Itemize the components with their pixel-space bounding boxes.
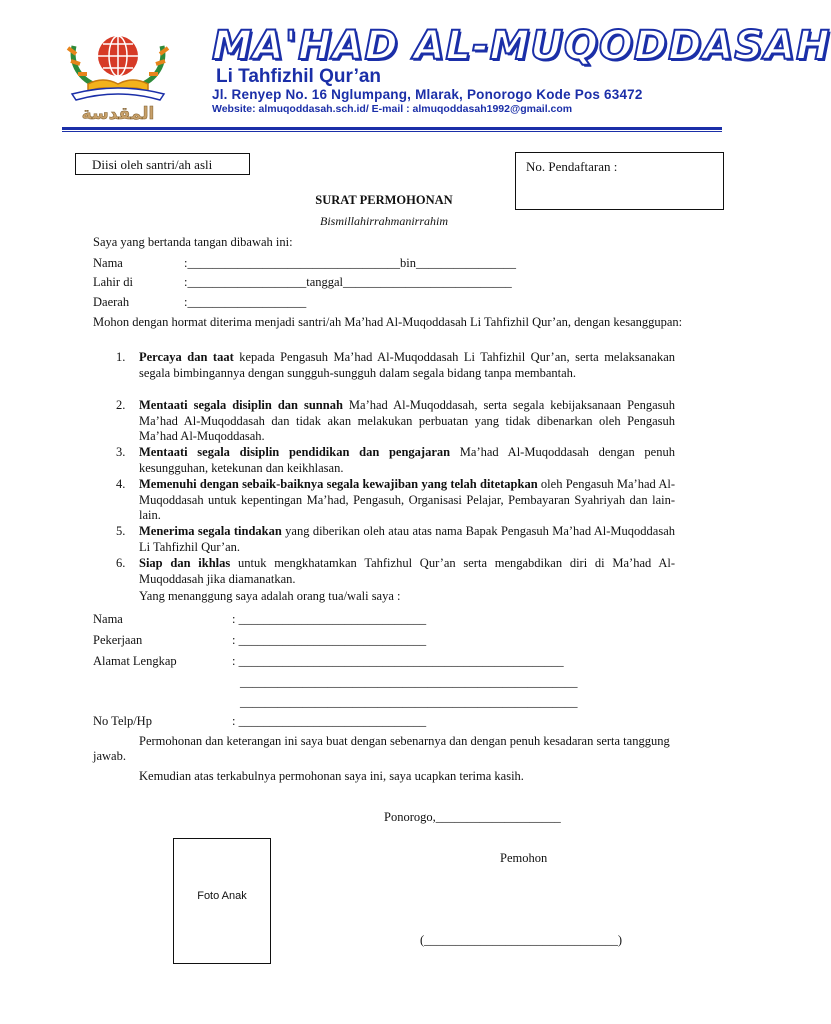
applicant-name-field[interactable]: :__________________________________bin________________ (184, 256, 516, 270)
photo-label: Foto Anak (197, 890, 247, 902)
commitment-text: kepada Pengasuh Ma’had Al-Muqoddasah Li Tahfizhil Qur’an, serta melaksanakan segala bimbingannya dengan sungguh-sungguh dalam segala bidang tanpa membantah. (139, 350, 675, 380)
commitment-emphasis: Siap dan ikhlas (139, 556, 231, 570)
commitment-emphasis: Percaya dan taat (139, 350, 234, 364)
guardian-name-field[interactable]: : ______________________________ (232, 612, 427, 626)
applicant-name-label: Nama (93, 256, 123, 270)
laurel-left (73, 46, 98, 86)
commitment-number: 3. (116, 445, 126, 459)
applicant-region-label: Daerah (93, 295, 130, 309)
logo-arabic-text: المقدسة (81, 104, 155, 124)
commitment-item (139, 445, 675, 476)
header-divider (62, 127, 722, 130)
institution-website: Website: almuqoddasah.sch.id/ E-mail : almuqoddasah1992@gmail.com (212, 103, 573, 115)
commitment-emphasis: Mentaati segala disiplin pendidikan dan pengajaran (139, 445, 451, 459)
commitment-text: yang diberikan oleh atau atas nama Bapak Pengasuh Ma’had Al-Muqoddasah Li Tahfizhil Qur’an. (139, 524, 675, 554)
commitment-emphasis: Memenuhi dengan sebaik-baiknya segala kewajiban yang telah ditetapkan (139, 477, 538, 491)
applicant-label: Pemohon (500, 851, 548, 865)
guardian-intro: Yang menanggung saya adalah orang tua/wali saya : (139, 589, 401, 603)
closing-paragraph: Kemudian atas terkabulnya permohonan saya ini, saya ucapkan terima kasih. (139, 769, 524, 783)
guardian-address-field-line2[interactable]: ______________________________________________________ (240, 675, 578, 689)
guardian-phone-label: No Telp/Hp (93, 714, 152, 728)
commitment-item (139, 350, 675, 381)
guardian-job-field[interactable]: : ______________________________ (232, 633, 427, 647)
guardian-name-label: Nama (93, 612, 123, 626)
institution-logo (62, 24, 174, 124)
laurel-right (138, 46, 163, 86)
commitment-number: 6. (116, 556, 126, 570)
applicant-birth-field[interactable]: :___________________tanggal___________________________ (184, 275, 512, 289)
institution-subtitle: Li Tahfizhil Qur’an (216, 66, 382, 87)
applicant-birth-label: Lahir di (93, 275, 133, 289)
commitment-number: 2. (116, 398, 126, 412)
intro-line: Saya yang bertanda tangan dibawah ini: (93, 235, 293, 249)
commitment-emphasis: Mentaati segala disiplin dan sunnah (139, 398, 343, 412)
commitment-number: 4. (116, 477, 126, 491)
photo-box[interactable] (173, 838, 271, 964)
request-paragraph: Mohon dengan hormat diterima menjadi santri/ah Ma’had Al-Muqoddasah Li Tahfizhil Qur’an, dengan kesanggupan: (93, 315, 683, 329)
guardian-job-label: Pekerjaan (93, 633, 143, 647)
place-date-field[interactable]: Ponorogo,____________________ (384, 810, 561, 824)
guardian-phone-field[interactable]: : ______________________________ (232, 714, 427, 728)
institution-name: MA'HAD AL-MUQODDASAH (212, 23, 831, 69)
letter-opening: Bismillahirrahmanirrahim (319, 214, 448, 228)
guardian-address-label: Alamat Lengkap (93, 654, 177, 668)
guardian-address-field[interactable]: : ____________________________________________________ (232, 654, 564, 668)
letter-title: SURAT PERMOHONAN (315, 193, 453, 207)
original-applicant-note: Diisi oleh santri/ah asli (75, 153, 250, 175)
signature-field[interactable]: (_______________________________) (420, 933, 623, 947)
commitment-number: 5. (116, 524, 126, 538)
guardian-address-field-line3[interactable]: ______________________________________________________ (240, 695, 578, 709)
commitment-text: untuk mengkhatamkan Tahfizhul Qur’an serta mengabdikan diri di Ma’had Al-Muqoddasah jika diamanatkan. (139, 556, 675, 586)
commitment-number: 1. (116, 350, 126, 364)
commitment-item (139, 556, 675, 587)
commitment-text: Ma’had Al-Muqoddasah dengan penuh kesungguhan, ketekunan dan keikhlasan. (139, 445, 675, 475)
statement-paragraph: Permohonan dan keterangan ini saya buat dengan sebenarnya dan dengan penuh kesadaran serta tanggung jawab. (93, 734, 670, 763)
registration-number-label: No. Pendaftaran : (526, 159, 618, 174)
commitment-item (139, 398, 675, 445)
commitment-item (139, 477, 675, 524)
applicant-region-field[interactable]: :___________________ (184, 295, 307, 309)
commitment-emphasis: Menerima segala tindakan (139, 524, 282, 538)
commitment-text: oleh Pengasuh Ma’had Al-Muqoddasah untuk kepentingan Ma’had, Pengasuh, Organisasi Pelajar, Pembayaran Syahriyah dan lain-lain. (139, 477, 676, 522)
institution-address: Jl. Renyep No. 16 Nglumpang, Mlarak, Ponorogo Kode Pos 63472 (212, 87, 643, 102)
header-divider-thin (62, 131, 722, 132)
commitment-item (139, 524, 675, 555)
commitment-text: Ma’had Al-Muqoddasah, serta segala kebijaksanaan Pengasuh Ma’had Al-Muqoddasah dan tidak akan melakukan perbuatan yang tidak dibenarkan oleh Pengasuh Ma’had Al-Muqoddasah. (139, 398, 676, 443)
